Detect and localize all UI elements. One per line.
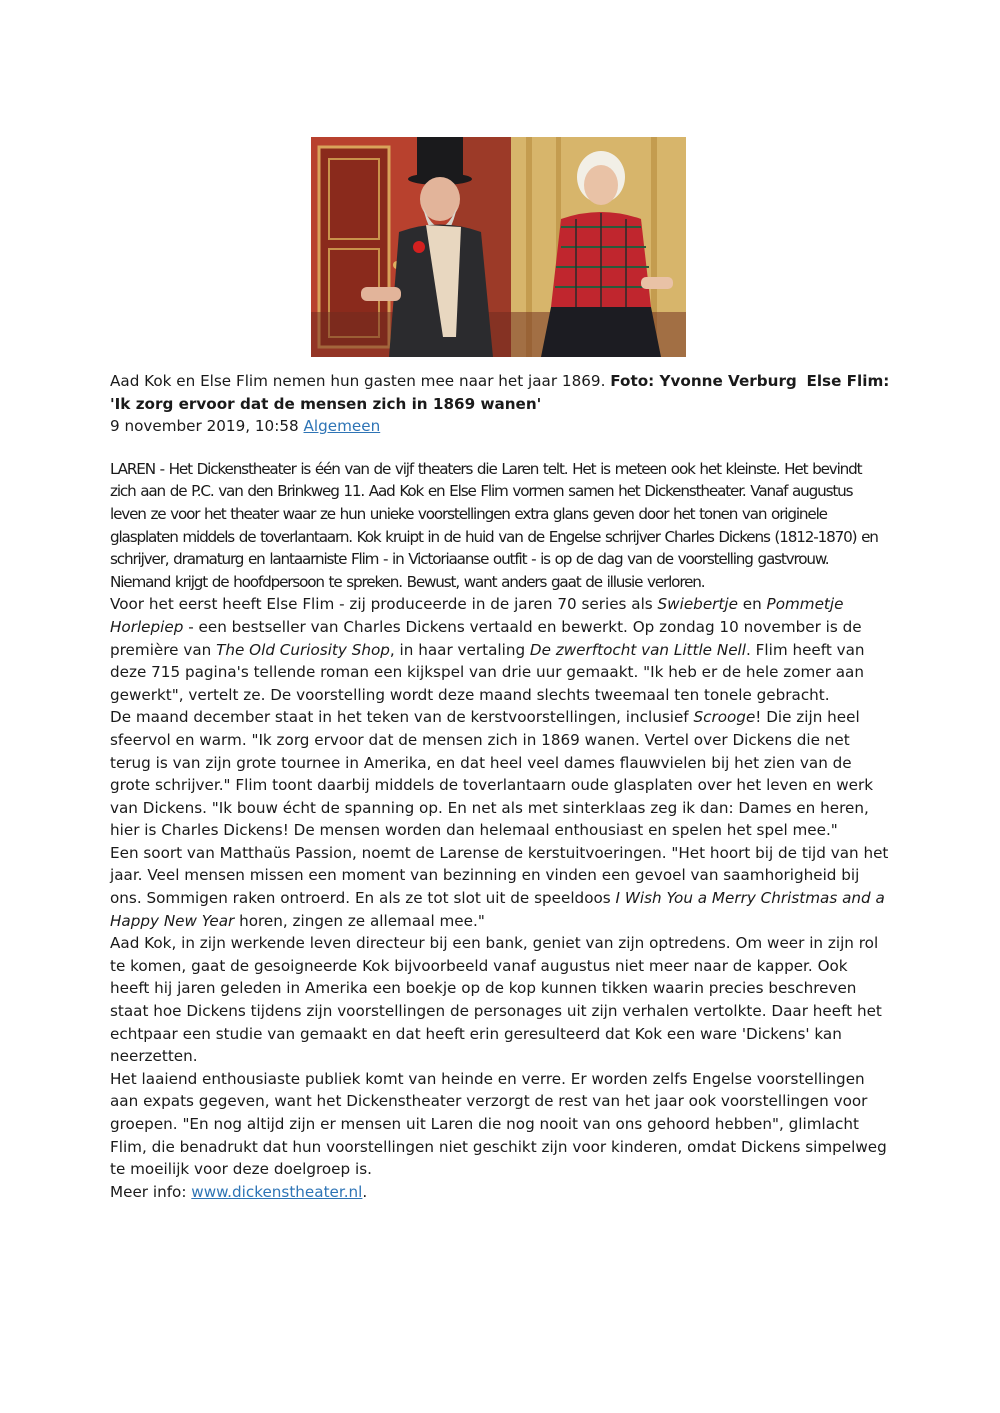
paragraph-intro: LAREN - Het Dickenstheater is één van de vijf theaters die Laren telt. Het is meteen ook het kleinste. Het bevindt zich aan de P.C. van den Brinkweg 11. Aad Kok en Else Flim vormen samen het Dickenstheater. Vanaf augustus leven ze voor het theater waar ze hun unieke voorstellingen extra glans geven door het tonen van originele glasplaten middels de toverlantaarn. Kok kruipt in de huid van de Engelse schrijver Charles Dickens (1812-1870) en schrijver, dramaturg en lantaarniste Flim - in Victoriaanse outfit - is op de dag van de voorstelling gastvrouw. Niemand krijgt de hoofdpersoon te spreken. Bewust, want anders gaat de illusie verloren.	[110, 459, 878, 591]
paragraph-aad-kok: Aad Kok, in zijn werkende leven directeur bij een bank, geniet van zijn optredens. Om weer in zijn rol te komen, gaat de gesoigneerde Kok bijvoorbeeld vanaf augustus niet meer naar de kapper. Ook heeft hij jaren geleden in Amerika een boekje op de kop kunnen tikken waarin precies beschreven staat hoe Dickens tijdens zijn voorstellingen de personages uit zijn verhalen vertolkte. Daar heeft het echtpaar een studie van gemaakt en dat heeft erin geresulteerd dat Kok een ware 'Dickens' kan neerzetten.	[110, 934, 882, 1066]
title-merry-christmas: I Wish You a Merry Christmas and a Happy New Year	[110, 889, 885, 930]
article-photo	[311, 137, 686, 357]
paragraph-audience: Het laaiend enthousiaste publiek komt van heinde en verre. Er worden zelfs Engelse voorstellingen aan expats gegeven, want het Dickenstheater verzorgt de rest van het jaar ook voorstellingen voor groepen. "En nog altijd zijn er mensen uit Laren die nog nooit van ons gehoord hebben", glimlacht Flim, die benadrukt dat hun voorstellingen niet geschikt zijn voor kinderen, omdat Dickens simpelweg te moeilijk voor deze doelgroep is.	[110, 1069, 887, 1179]
photo-illustration	[311, 137, 686, 357]
publish-date: 9 november 2019, 10:58	[110, 417, 299, 436]
article-headline: Else Flim: 'Ik zorg ervoor dat de mensen zich in 1869 wanen'	[110, 372, 890, 413]
category-link[interactable]: Algemeen	[303, 417, 381, 436]
photo-credit: Foto: Yvonne Verburg	[610, 372, 797, 390]
title-swiebertje: Swiebertje	[657, 595, 738, 614]
more-info-label: Meer info:	[110, 1182, 192, 1201]
title-scrooge: Scrooge	[693, 708, 756, 727]
website-link[interactable]: www.dickenstheater.nl	[191, 1182, 363, 1201]
title-old-curiosity-shop: The Old Curiosity Shop	[216, 640, 390, 659]
paragraph-december: De maand december staat in het teken van de kerstvoorstellingen, inclusief Scrooge! Die zijn heel sfeervol en warm. "Ik zorg ervoor dat de mensen zich in 1869 wanen. Vertel over Dickens die net terug is van zijn grote tournee in Amerika, en dat heel veel dames flauwvielen bij het zien van de grote schrijver." Flim toont daarbij middels de toverlantaarn oude glasplaten over het leven en werk van Dickens. "Ik bouw écht de spanning op. En net als met sinterklaas zeg ik dan: Dames en heren, hier is Charles Dickens! De mensen worden dan helemaal enthousiast en spelen het spel mee."	[110, 708, 874, 840]
dateline	[110, 415, 890, 438]
paragraph-translation: Voor het eerst heeft Else Flim - zij produceerde in de jaren 70 series als Swiebertje en Pommetje Horlepiep - een bestseller van Charles Dickens vertaald en bewerkt. Op zondag 10 november is de première van The Old Curiosity Shop, in haar vertaling De zwerftocht van Little Nell. Flim heeft van deze 715 pagina's tellende roman een kijkspel van drie uur gemaakt. "Ik heb er de hele zomer aan gewerkt", vertelt ze. De voorstelling wordt deze maand slechts tweemaal ten tonele gebracht.	[110, 595, 865, 704]
photo-caption	[110, 370, 890, 415]
title-little-nell: De zwerftocht van Little Nell	[529, 640, 746, 659]
caption-text: Aad Kok en Else Flim nemen hun gasten mee naar het jaar 1869.	[110, 372, 606, 390]
paragraph-passion: Een soort van Matthaüs Passion, noemt de Larense de kerstuitvoeringen. "Het hoort bij de tijd van het jaar. Veel mensen missen een moment van bezinning en vinden een gevoel van saamhorigheid bij ons. Sommigen raken ontroerd. En als ze tot slot uit de speeldoos I Wish You a Merry Christmas and a Happy New Year horen, zingen ze allemaal mee."	[110, 843, 889, 930]
title-pommetje-horlepiep: Pommetje Horlepiep	[110, 595, 844, 636]
more-info: Meer info: www.dickenstheater.nl.	[110, 1182, 368, 1201]
article-body	[110, 370, 890, 1203]
